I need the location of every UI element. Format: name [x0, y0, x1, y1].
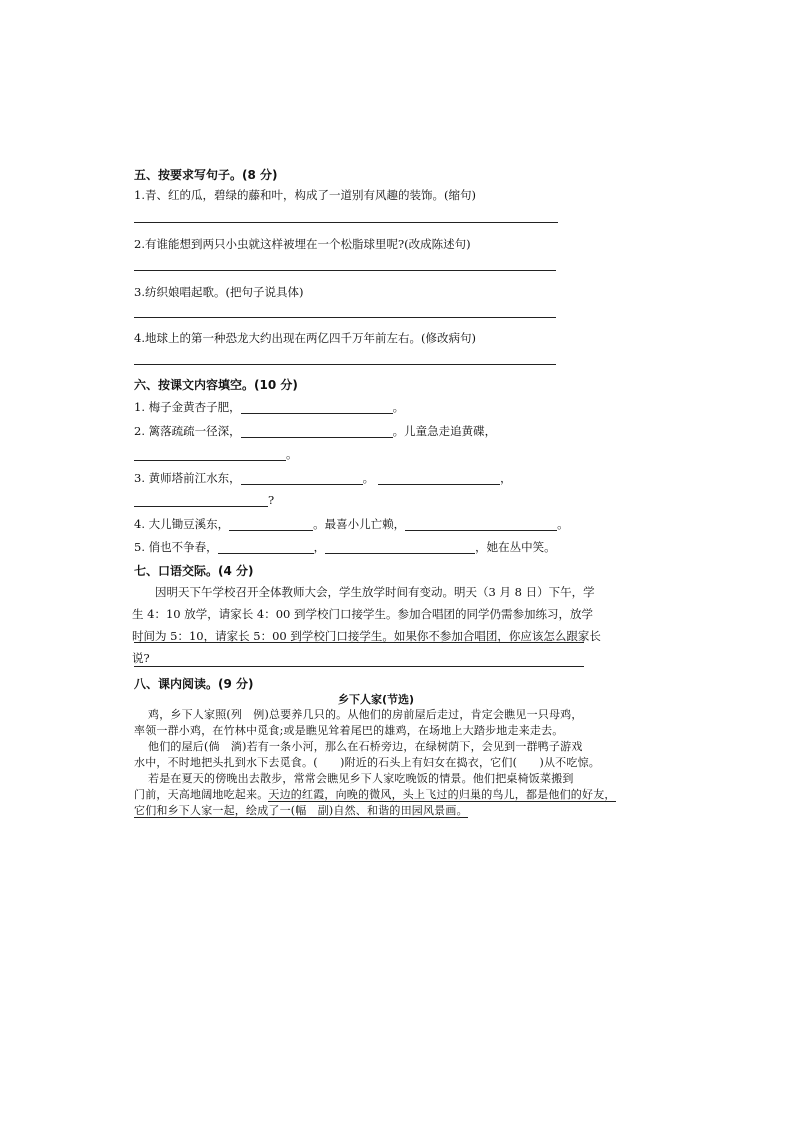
fill-1-prompt: 1. 梅子金黄杏子肥，: [134, 400, 241, 414]
section-five-q2: 2.有谁能想到两只小虫就这样被埋在一个松脂球里呢?(改成陈述句): [134, 237, 471, 251]
passage-line-6-plain: 门前，天高地阔地吃起来。: [134, 788, 269, 801]
fill-3-comma: ，: [500, 471, 512, 485]
passage-line-3: 他们的屋后(倘 淌)若有一条小河，那么在石桥旁边，在绿树荫下，会见到一群鸭子游戏: [148, 740, 583, 753]
answer-line-seven-2[interactable]: [134, 666, 584, 667]
passage-underlined-2: 它们和乡下人家一起，绘成了一(幅 副)自然、和谐的田园风景画。: [134, 804, 468, 817]
fill-blank-5b[interactable]: [325, 541, 475, 554]
passage-underlined-1: 天边的红霞，向晚的微风，头上飞过的归巢的鸟儿，都是他们的好友，: [268, 788, 616, 801]
section-six-title: 六、按课文内容填空。(10 分): [134, 378, 298, 392]
fill-blank-5a[interactable]: [218, 541, 314, 554]
answer-line-q1[interactable]: [134, 222, 558, 223]
answer-line-q4[interactable]: [134, 364, 556, 365]
fill-4-mid: 。最喜小儿亡赖，: [313, 517, 406, 531]
passage-line-4: 水中，不时地把头扎到水下去觅食。( )附近的石头上有妇女在捣衣，它们( )从不吃惊。: [134, 756, 600, 769]
passage-title: 乡下人家(节选): [338, 693, 415, 706]
fill-blank-2a[interactable]: [241, 425, 393, 438]
fill-line-1: [134, 399, 404, 415]
fill-3-end: ?: [268, 493, 275, 507]
fill-3-mid: 。: [362, 471, 375, 485]
section-five-q1: 1.青、红的瓜，碧绿的藤和叶，构成了一道别有风趣的装饰。(缩句): [134, 188, 476, 202]
answer-line-q3[interactable]: [134, 317, 556, 318]
passage-line-5: 若是在夏天的傍晚出去散步，常常会瞧见乡下人家吃晚饭的情景。他们把桌椅饭菜搬到: [148, 772, 574, 785]
section-seven-text: 因明天下午学校召开全体教师大会，学生放学时间有变动。明天（3 月 8 日）下午，学生 4：10 放学，请家长 4：00 到学校门口接学生。参加合唱团的同学仍需参加练习，放学时间为 5：10，请家长 5：00 到学校门口接学生。如果你不参加合唱团，你应该怎么跟家长说?: [132, 585, 601, 665]
fill-3-prompt: 3. 黄师塔前江水东，: [134, 471, 241, 485]
passage-line-2: 率领一群小鸡，在竹林中觅食;或是瞧见耸着尾巴的雄鸡，在场地上大踏步地走来走去。: [134, 724, 564, 737]
fill-blank-3b[interactable]: [378, 472, 500, 485]
fill-line-5: [134, 539, 556, 555]
fill-2-end: 。: [286, 447, 298, 461]
answer-line-q2[interactable]: [134, 270, 556, 271]
section-seven-title: 七、口语交际。(4 分): [134, 564, 254, 578]
section-five-title: 五、按要求写句子。(8 分): [134, 168, 278, 182]
fill-line-3-cont: [134, 493, 274, 507]
fill-blank-2b[interactable]: [134, 448, 286, 461]
fill-blank-4a[interactable]: [229, 518, 313, 531]
fill-5-mid: ，: [313, 540, 326, 554]
fill-blank-3a[interactable]: [241, 472, 363, 485]
fill-line-2-cont: [134, 446, 298, 462]
fill-2-mid: 。儿童急走追黄碟，: [392, 424, 497, 438]
fill-line-2: [134, 423, 496, 439]
section-eight-title: 八、课内阅读。(9 分): [134, 677, 254, 691]
passage-line-1: 鸡，乡下人家照(列 例)总要养几只的。从他们的房前屋后走过，肯定会瞧见一只母鸡，: [148, 708, 583, 721]
fill-line-3: [134, 470, 512, 486]
fill-5-end: ，她在丛中笑。: [475, 540, 556, 554]
fill-blank-3c[interactable]: [134, 494, 268, 507]
fill-5-prompt: 5. 俏也不争春，: [134, 540, 218, 554]
section-five-q3: 3.纺织娘唱起歌。(把句子说具体): [134, 285, 304, 299]
fill-blank-4b[interactable]: [405, 518, 557, 531]
section-five-q4: 4.地球上的第一种恐龙大约出现在两亿四千万年前左右。(修改病句): [134, 331, 476, 345]
fill-line-4: [134, 516, 569, 532]
passage-line-7: [134, 802, 468, 818]
fill-4-end: 。: [557, 517, 569, 531]
fill-4-prompt: 4. 大儿锄豆溪东，: [134, 517, 230, 531]
fill-blank-1[interactable]: [241, 401, 393, 414]
fill-1-end: 。: [392, 400, 405, 414]
passage-line-6: [134, 786, 616, 802]
fill-2-prompt: 2. 篱落疏疏一径深，: [134, 424, 241, 438]
answer-line-seven-1[interactable]: [134, 642, 584, 643]
